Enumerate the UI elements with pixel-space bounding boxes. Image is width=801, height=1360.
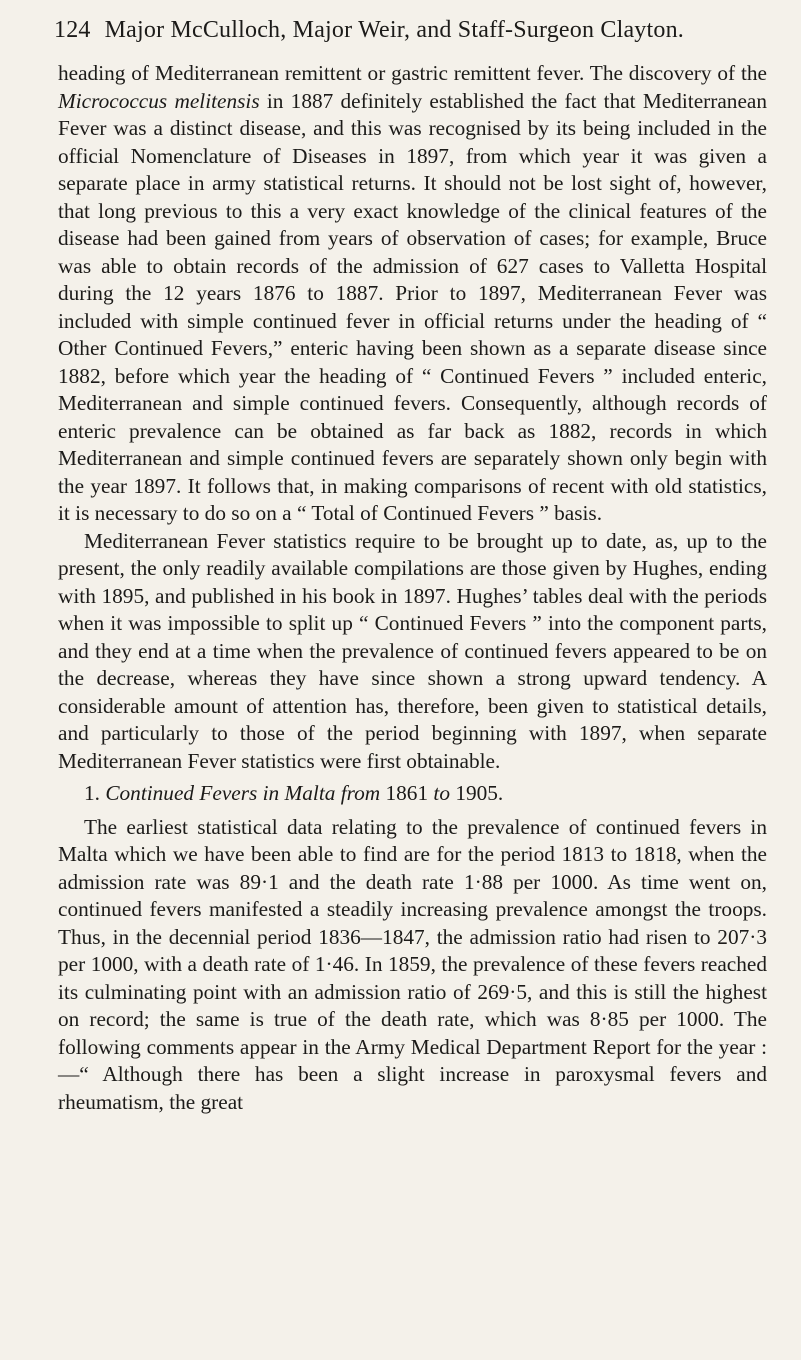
paragraph-continuation xyxy=(58,60,767,528)
section-title: Continued Fevers in Malta from xyxy=(105,781,381,805)
section-year-end: 1905. xyxy=(455,781,504,805)
section-year-start: 1861 xyxy=(385,781,429,805)
running-header xyxy=(54,0,767,60)
section-heading xyxy=(58,775,767,814)
paragraph-1-text-a: heading of Mediterranean remittent or gastric remittent fever. The discovery of the xyxy=(58,61,767,85)
organism-name: Micrococcus melitensis xyxy=(58,88,260,113)
page-number: 124 xyxy=(54,17,91,43)
paragraph-hughes-statistics: Mediterranean Fever statistics require to be brought up to date, as, up to the present, the only readily available compilations are those given by Hughes, ending with 1895, and published in his book in 1897. Hughes’ tables deal with the periods when it was impossible to split up “ Continued Fevers ” into the component parts, and they end at a time when the prevalence of continued fevers appeared to be on the decrease, whereas they have since shown a strong upward tendency. A considerable amount of attention has, therefore, been given to statistical details, and particularly to those of the period beginning with 1897, when separate Mediterranean Fever statistics were first obtainable. xyxy=(58,528,767,773)
body-text xyxy=(58,60,767,1116)
section-to-word: to xyxy=(433,781,450,805)
paragraph-earliest-data: The earliest statistical data relating to the prevalence of continued fevers in Malta which we have been able to find are for the period 1813 to 1818, when the admission rate was 89·1 and the death rate 1·88 per 1000. As time went on, continued fevers manifested a steadily increasing prevalence amongst the troops. Thus, in the decennial period 1836—1847, the admission ratio had risen to 207·3 per 1000, with a death rate of 1·46. In 1859, the prevalence of these fevers reached its culminating point with an admission ratio of 269·5, and this is still the highest on record; the same is true of the death rate, which was 8·85 per 1000. The following comments appear in the Army Medical Department Report for the year :—“ Although there has been a slight increase in paroxysmal fevers and rheumatism, the great xyxy=(58,814,767,1114)
section-number: 1. xyxy=(84,781,100,805)
running-title: Major McCulloch, Major Weir, and Staff-Surgeon Clayton. xyxy=(104,17,684,43)
paragraph-1-text-b: in 1887 definitely established the fact that Mediterranean Fever was a distinct disease, and this was recognised by its being included in the official Nomenclature of Diseases in 1897, from which year it was given a separate place in army statistical returns. It should not be lost sight of, however, that long previous to this a very exact knowledge of the clinical features of the disease had been gained from years of observation of cases; for example, Bruce was able to obtain records of the admission of 627 cases to Valletta Hospital during the 12 years 1876 to 1887. Prior to 1897, Mediterranean Fever was included with simple continued fever in official returns under the heading of “ Other Continued Fevers,” enteric having been shown as a separate disease since 1882, before which year the heading of “ Continued Fevers ” included enteric, Mediterranean and simple continued fevers. Consequently, although records of enteric prevalence can be obtained as far back as 1882, records in which Mediterranean and simple continued fevers are separately shown only begin with the year 1897. It follows that, in making comparisons of recent with old statistics, it is necessary to do so on a “ Total of Continued Fevers ” basis. xyxy=(58,88,767,525)
